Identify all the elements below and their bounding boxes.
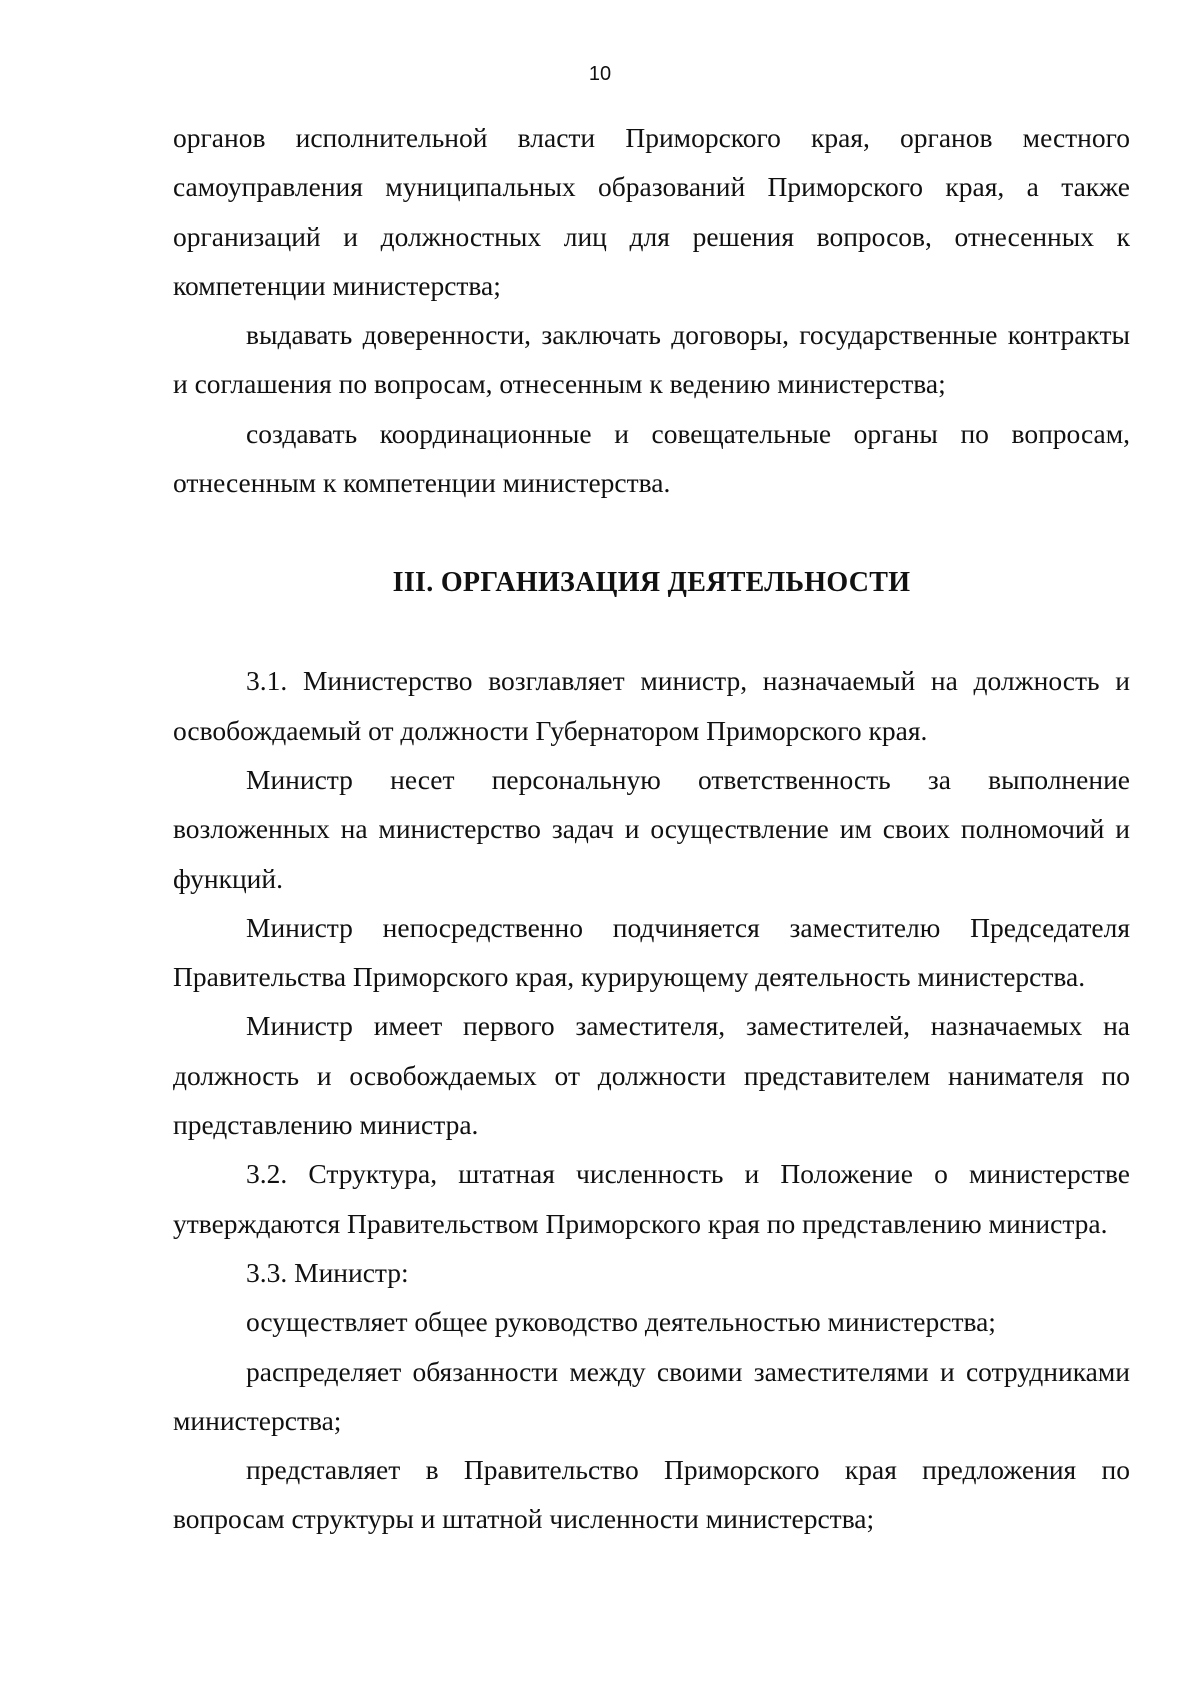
paragraph: 3.2. Структура, штатная численность и Положение о министерстве утверждаются Правительством Приморского края по представлению министра. [173, 1158, 1130, 1239]
document-body [173, 113, 1130, 1544]
paragraph: создавать координационные и совещательные органы по вопросам, отнесенным к компетенции министерства. [173, 417, 1130, 499]
paragraph: 3.1. Министерство возглавляет министр, назначаемый на должность и освобождаемый от должности Губернатором Приморского края. [173, 665, 1130, 746]
page-number: 10 [588, 63, 612, 85]
paragraph: распределяет обязанности между своими заместителями и сотрудниками министерства; [173, 1355, 1130, 1436]
paragraph: представляет в Правительство Приморского края предложения по вопросам структуры и штатной численности министерства; [173, 1454, 1130, 1535]
paragraph: Министр имеет первого заместителя, заместителей, назначаемых на должность и освобождаемых от должности представителем нанимателя по представлению министра. [173, 1010, 1130, 1141]
section-heading: III. ОРГАНИЗАЦИЯ ДЕЯТЕЛЬНОСТИ [392, 567, 911, 599]
paragraph: Министр непосредственно подчиняется заместителю Председателя Правительства Приморского края, курирующему деятельность министерства. [173, 911, 1130, 993]
paragraph: органов исполнительной власти Приморского края, органов местного самоуправления муниципальных образований Приморского края, а также организаций и должностных лиц для решения вопросов, отнесенных к компетенции министерства; [173, 122, 1130, 301]
paragraph: Министр несет персональную ответственность за выполнение возложенных на министерство задач и осуществление им своих полномочий и функций. [173, 763, 1130, 894]
paragraph: осуществляет общее руководство деятельностью министерства; [246, 1306, 996, 1338]
paragraph: 3.3. Министр: [246, 1256, 409, 1288]
paragraph: выдавать доверенности, заключать договоры, государственные контракты и соглашения по вопросам, отнесенным к ведению министерства; [173, 319, 1130, 400]
